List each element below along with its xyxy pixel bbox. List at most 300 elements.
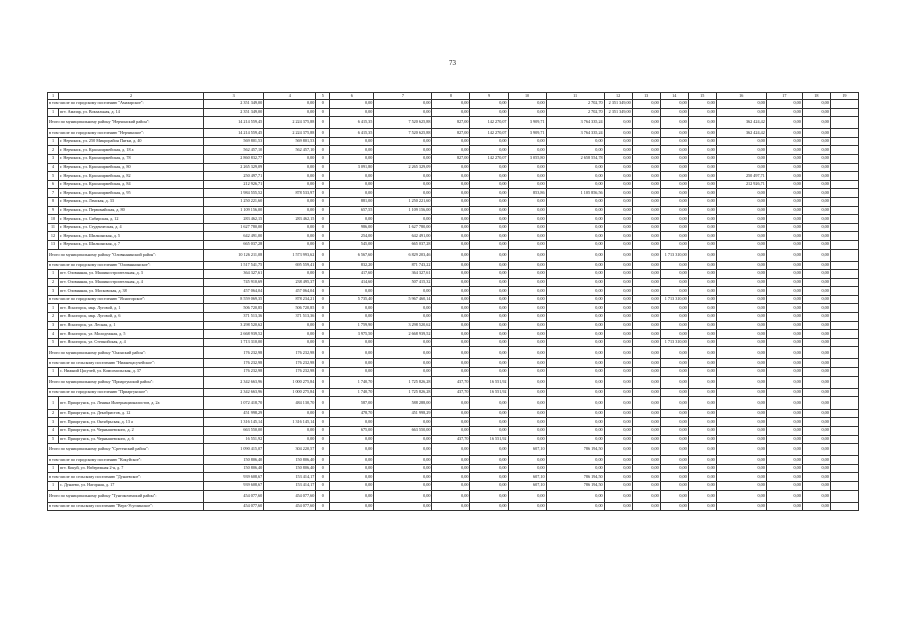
- address-cell: пгт. Оловянная, ул. Машиностроительная, д. 4: [59, 278, 204, 287]
- row-number: 1: [48, 304, 59, 313]
- value-cell: 562 457,10: [264, 146, 316, 155]
- value-cell: 1 759,90: [330, 321, 374, 330]
- value-cell: 607,10: [508, 473, 546, 482]
- value-cell: 0,00: [508, 490, 546, 502]
- value-cell: 0,00: [716, 418, 766, 427]
- value-cell: 0,00: [330, 172, 374, 181]
- value-cell: 0,00: [604, 206, 632, 215]
- value-cell: 0,00: [688, 444, 716, 456]
- value-cell: 0,00: [604, 444, 632, 456]
- value-cell: 0,00: [716, 146, 766, 155]
- value-cell: 0: [316, 481, 330, 490]
- value-cell: 0,00: [802, 376, 830, 388]
- value-cell: 0,00: [508, 338, 546, 347]
- value-cell: 3 298 520,62: [374, 321, 432, 330]
- value-cell: 665 037,28: [374, 240, 432, 249]
- value-cell: [830, 359, 858, 368]
- value-cell: 0,00: [688, 129, 716, 138]
- table-row: [48, 304, 859, 313]
- value-cell: 0,00: [766, 409, 802, 418]
- value-cell: 0,00: [470, 330, 508, 339]
- value-cell: 0,00: [470, 502, 508, 511]
- table-row: [48, 270, 859, 279]
- value-cell: 0,00: [546, 359, 604, 368]
- value-cell: 6 829 203,46: [374, 249, 432, 261]
- value-cell: 0,00: [716, 435, 766, 444]
- value-cell: 0,00: [688, 456, 716, 465]
- row-number: 11: [48, 223, 59, 232]
- value-cell: 0,00: [508, 295, 546, 304]
- value-cell: 0,00: [660, 464, 688, 473]
- value-cell: 0: [316, 376, 330, 388]
- column-number-row: [48, 93, 859, 100]
- value-cell: 0,00: [632, 368, 660, 377]
- value-cell: 0,00: [766, 376, 802, 388]
- value-cell: 0,00: [604, 347, 632, 359]
- value-cell: 238 495,37: [264, 278, 316, 287]
- value-cell: 0,00: [330, 490, 374, 502]
- value-cell: 0,00: [802, 444, 830, 456]
- value-cell: 0,00: [688, 197, 716, 206]
- value-cell: 878 533,97: [264, 189, 316, 198]
- value-cell: 0: [316, 261, 330, 270]
- value-cell: 0,00: [432, 481, 470, 490]
- value-cell: 1 109 156,00: [204, 206, 264, 215]
- value-cell: 0,00: [330, 502, 374, 511]
- value-cell: 437,70: [432, 435, 470, 444]
- value-cell: 0,00: [470, 427, 508, 436]
- value-cell: 0,00: [374, 313, 432, 322]
- value-cell: 0,00: [330, 180, 374, 189]
- value-cell: 0,00: [688, 172, 716, 181]
- value-cell: 0: [316, 108, 330, 117]
- value-cell: 0,00: [632, 490, 660, 502]
- value-cell: 0,00: [766, 388, 802, 397]
- value-cell: [830, 172, 858, 181]
- value-cell: 1 713 310,00: [660, 249, 688, 261]
- value-cell: 0,00: [632, 100, 660, 109]
- address-cell: г. Нерчинск, ул. Красноармейская, д. 78: [59, 154, 204, 163]
- value-cell: 0,00: [508, 502, 546, 511]
- value-cell: 0,00: [432, 321, 470, 330]
- address-cell: с. Нижний Цасучей, ул. Комсомольская, д. 37: [59, 368, 204, 377]
- row-number: 6: [48, 180, 59, 189]
- value-cell: 0,00: [688, 481, 716, 490]
- value-cell: 0,00: [374, 108, 432, 117]
- value-cell: 0,00: [546, 427, 604, 436]
- value-cell: 0,00: [546, 180, 604, 189]
- value-cell: 0,00: [330, 154, 374, 163]
- value-cell: 0,00: [688, 189, 716, 198]
- table-row: [48, 435, 859, 444]
- value-cell: 0,00: [470, 261, 508, 270]
- value-cell: 0,00: [546, 418, 604, 427]
- value-cell: 0: [316, 154, 330, 163]
- value-cell: 0: [316, 117, 330, 129]
- row-number: 5: [48, 338, 59, 347]
- value-cell: 0: [316, 502, 330, 511]
- capital-repair-cost-table: [47, 92, 859, 511]
- column-number-1: 1: [48, 93, 59, 100]
- value-cell: 1 713 310,00: [204, 338, 264, 347]
- row-number: 5: [48, 435, 59, 444]
- value-cell: 0,00: [766, 359, 802, 368]
- subtotal-row: [48, 359, 859, 368]
- value-cell: 0,00: [374, 180, 432, 189]
- value-cell: 0: [316, 223, 330, 232]
- value-cell: [830, 117, 858, 129]
- value-cell: 0,00: [802, 270, 830, 279]
- value-cell: 0,00: [470, 108, 508, 117]
- value-cell: 0,00: [802, 129, 830, 138]
- value-cell: 0,00: [716, 481, 766, 490]
- value-cell: 0,00: [604, 154, 632, 163]
- value-cell: 150 806,40: [264, 456, 316, 465]
- value-cell: 0,00: [604, 456, 632, 465]
- value-cell: 0,00: [660, 206, 688, 215]
- value-cell: 0,00: [432, 137, 470, 146]
- value-cell: 0: [316, 240, 330, 249]
- value-cell: 0,00: [546, 502, 604, 511]
- value-cell: 0,00: [660, 418, 688, 427]
- value-cell: 0,00: [330, 313, 374, 322]
- value-cell: 0,00: [660, 287, 688, 296]
- value-cell: 0,00: [508, 108, 546, 117]
- value-cell: 0,00: [604, 215, 632, 224]
- address-cell: Итого по муниципальному району "Оловяннинский район":: [48, 249, 204, 261]
- value-cell: 0,00: [802, 347, 830, 359]
- value-cell: 0,00: [546, 172, 604, 181]
- value-cell: 0: [316, 163, 330, 172]
- value-cell: 0,00: [766, 304, 802, 313]
- value-cell: 0,00: [688, 347, 716, 359]
- value-cell: 569 801,53: [204, 137, 264, 146]
- value-cell: 0,00: [660, 427, 688, 436]
- address-cell: в том числе по сельскому поселению "Верх-Усуглинское":: [48, 502, 204, 511]
- value-cell: 153 414,17: [264, 473, 316, 482]
- value-cell: 0,00: [508, 368, 546, 377]
- row-number: 1: [48, 481, 59, 490]
- value-cell: 0,00: [632, 189, 660, 198]
- table-row: [48, 397, 859, 410]
- value-cell: 0,00: [374, 481, 432, 490]
- value-cell: 0,00: [374, 172, 432, 181]
- column-number-19: 19: [830, 93, 858, 100]
- row-number: 1: [48, 464, 59, 473]
- value-cell: 939 608,67: [204, 473, 264, 482]
- address-cell: Итого по муниципальному району "Ононский район":: [48, 347, 204, 359]
- value-cell: 0,00: [604, 376, 632, 388]
- column-number-8: 8: [432, 93, 470, 100]
- value-cell: 0,00: [716, 444, 766, 456]
- value-cell: 0,00: [264, 172, 316, 181]
- value-cell: 0,00: [330, 464, 374, 473]
- value-cell: 0,00: [470, 215, 508, 224]
- address-cell: в том числе по сельскому поселению "Дунаевское":: [48, 473, 204, 482]
- value-cell: 853,86: [508, 189, 546, 198]
- value-cell: 0,00: [604, 240, 632, 249]
- row-number: 2: [48, 146, 59, 155]
- value-cell: 0,00: [604, 397, 632, 410]
- value-cell: 0,00: [688, 223, 716, 232]
- value-cell: 0,00: [766, 108, 802, 117]
- value-cell: 0,00: [632, 172, 660, 181]
- value-cell: 0,00: [802, 163, 830, 172]
- value-cell: 0,00: [660, 435, 688, 444]
- value-cell: 0,00: [716, 456, 766, 465]
- value-cell: 0,00: [802, 249, 830, 261]
- value-cell: 827,00: [432, 129, 470, 138]
- value-cell: 0,00: [632, 409, 660, 418]
- value-cell: 0,00: [546, 490, 604, 502]
- value-cell: 0,00: [508, 321, 546, 330]
- value-cell: 0,00: [660, 270, 688, 279]
- value-cell: 0,00: [508, 215, 546, 224]
- value-cell: 0,00: [802, 427, 830, 436]
- value-cell: 0,00: [432, 100, 470, 109]
- value-cell: 0: [316, 418, 330, 427]
- value-cell: 0: [316, 295, 330, 304]
- value-cell: 10 126 211,08: [204, 249, 264, 261]
- value-cell: 1 725 826,28: [374, 388, 432, 397]
- value-cell: 0,00: [604, 249, 632, 261]
- value-cell: 0,00: [374, 100, 432, 109]
- value-cell: 0,00: [330, 215, 374, 224]
- value-cell: 0,00: [688, 435, 716, 444]
- column-number-15: 15: [688, 93, 716, 100]
- column-number-14: 14: [660, 93, 688, 100]
- value-cell: 1 090 415,07: [204, 444, 264, 456]
- row-number: 3: [48, 321, 59, 330]
- value-cell: 0,00: [716, 206, 766, 215]
- value-cell: 0,00: [632, 397, 660, 410]
- value-cell: 0,00: [330, 108, 374, 117]
- value-cell: 0,00: [802, 287, 830, 296]
- value-cell: 0,00: [802, 278, 830, 287]
- value-cell: 0,00: [632, 359, 660, 368]
- value-cell: 0,00: [374, 464, 432, 473]
- address-cell: в том числе по городскому поселению "Амазарское":: [48, 100, 204, 109]
- value-cell: 0,00: [802, 261, 830, 270]
- value-cell: 507 415,32: [374, 278, 432, 287]
- row-number: 2: [48, 278, 59, 287]
- row-number: 1: [48, 108, 59, 117]
- table-row: [48, 368, 859, 377]
- value-cell: 0,00: [546, 409, 604, 418]
- row-number: 4: [48, 163, 59, 172]
- value-cell: 0,00: [716, 223, 766, 232]
- value-cell: 786 194,50: [546, 473, 604, 482]
- value-cell: 0,00: [716, 321, 766, 330]
- value-cell: 0,00: [470, 223, 508, 232]
- value-cell: 0,00: [508, 163, 546, 172]
- value-cell: 0,00: [604, 270, 632, 279]
- value-cell: 0,00: [432, 313, 470, 322]
- value-cell: 0,00: [432, 490, 470, 502]
- value-cell: 0,00: [604, 427, 632, 436]
- value-cell: 2 702,70: [546, 100, 604, 109]
- value-cell: 0,00: [716, 137, 766, 146]
- value-cell: 832,20: [330, 261, 374, 270]
- value-cell: 0,00: [470, 313, 508, 322]
- value-cell: 0,00: [546, 388, 604, 397]
- value-cell: 0,00: [660, 321, 688, 330]
- value-cell: 0,00: [374, 154, 432, 163]
- value-cell: 2 224 375,88: [264, 129, 316, 138]
- value-cell: 0,00: [432, 206, 470, 215]
- value-cell: 0,00: [470, 321, 508, 330]
- value-cell: 364 327,61: [374, 270, 432, 279]
- value-cell: 362 424,42: [716, 129, 766, 138]
- value-cell: 2 860 832,77: [204, 154, 264, 163]
- value-cell: 176 232,98: [204, 359, 264, 368]
- value-cell: 176 232,98: [204, 347, 264, 359]
- value-cell: 451 998,29: [374, 409, 432, 418]
- value-cell: 0,00: [632, 376, 660, 388]
- value-cell: 0,00: [470, 240, 508, 249]
- value-cell: 0,00: [432, 502, 470, 511]
- value-cell: 0,00: [470, 180, 508, 189]
- table-body: [48, 100, 859, 511]
- column-number-17: 17: [766, 93, 802, 100]
- value-cell: 0,00: [632, 330, 660, 339]
- value-cell: 0,00: [470, 197, 508, 206]
- value-cell: 0: [316, 388, 330, 397]
- column-number-12: 12: [604, 93, 632, 100]
- value-cell: 0,00: [470, 146, 508, 155]
- value-cell: 0,00: [632, 456, 660, 465]
- value-cell: [830, 347, 858, 359]
- value-cell: 0,00: [604, 137, 632, 146]
- value-cell: 0,00: [802, 368, 830, 377]
- value-cell: 0,00: [330, 359, 374, 368]
- value-cell: 0: [316, 456, 330, 465]
- value-cell: 0: [316, 435, 330, 444]
- value-cell: 2 351 349,00: [204, 108, 264, 117]
- value-cell: 0,00: [688, 137, 716, 146]
- value-cell: 0,00: [546, 368, 604, 377]
- value-cell: 3 055,80: [508, 154, 546, 163]
- table-row: [48, 464, 859, 473]
- value-cell: 0,00: [632, 287, 660, 296]
- value-cell: 0,00: [546, 313, 604, 322]
- value-cell: 1 250 221,60: [374, 197, 432, 206]
- value-cell: 0,00: [432, 456, 470, 465]
- subtotal-row: [48, 261, 859, 270]
- table-row: [48, 409, 859, 418]
- value-cell: 0,00: [546, 397, 604, 410]
- address-cell: пгт. Оловянная, ул. Московская, д. 38: [59, 287, 204, 296]
- value-cell: 0: [316, 206, 330, 215]
- value-cell: 0,00: [374, 189, 432, 198]
- value-cell: 0,00: [470, 100, 508, 109]
- value-cell: 0,00: [632, 232, 660, 241]
- value-cell: 506 720,85: [204, 304, 264, 313]
- value-cell: 0,00: [470, 189, 508, 198]
- value-cell: 0,00: [632, 473, 660, 482]
- value-cell: 0,00: [604, 490, 632, 502]
- value-cell: 0: [316, 397, 330, 410]
- value-cell: 0,00: [632, 321, 660, 330]
- value-cell: 0,00: [716, 368, 766, 377]
- table-row: [48, 206, 859, 215]
- value-cell: 0,00: [688, 108, 716, 117]
- row-number: 7: [48, 189, 59, 198]
- value-cell: 0,00: [374, 456, 432, 465]
- value-cell: 0,00: [508, 100, 546, 109]
- address-cell: в том числе по городскому поселению "Приаргунское":: [48, 388, 204, 397]
- value-cell: 0,00: [766, 347, 802, 359]
- value-cell: [830, 163, 858, 172]
- value-cell: 0,00: [508, 223, 546, 232]
- value-cell: 0: [316, 100, 330, 109]
- value-cell: 0,00: [604, 129, 632, 138]
- value-cell: 0,00: [508, 456, 546, 465]
- value-cell: 0,00: [632, 270, 660, 279]
- value-cell: 0,00: [508, 313, 546, 322]
- value-cell: 2 351 349,00: [604, 100, 632, 109]
- column-number-11: 11: [546, 93, 604, 100]
- value-cell: 0,00: [546, 146, 604, 155]
- value-cell: 0,00: [660, 376, 688, 388]
- value-cell: 0,00: [716, 287, 766, 296]
- value-cell: 663 550,00: [204, 427, 264, 436]
- value-cell: 0,00: [766, 295, 802, 304]
- value-cell: 1 725 826,28: [374, 376, 432, 388]
- value-cell: 0,00: [716, 278, 766, 287]
- value-cell: 0,00: [264, 321, 316, 330]
- value-cell: 0,00: [432, 278, 470, 287]
- value-cell: 0,00: [660, 409, 688, 418]
- value-cell: 0: [316, 215, 330, 224]
- value-cell: 0,00: [432, 347, 470, 359]
- value-cell: 0: [316, 444, 330, 456]
- value-cell: 0,00: [374, 338, 432, 347]
- value-cell: 250 497,71: [204, 172, 264, 181]
- value-cell: 0,00: [632, 261, 660, 270]
- value-cell: 0,00: [688, 330, 716, 339]
- value-cell: [830, 240, 858, 249]
- value-cell: 0,00: [546, 197, 604, 206]
- table-row: [48, 163, 859, 172]
- value-cell: 0: [316, 129, 330, 138]
- value-cell: 1 984 555,52: [204, 189, 264, 198]
- value-cell: 0: [316, 347, 330, 359]
- value-cell: [830, 338, 858, 347]
- table-row: [48, 223, 859, 232]
- value-cell: 0,00: [374, 490, 432, 502]
- value-cell: 0,00: [432, 287, 470, 296]
- value-cell: 0: [316, 278, 330, 287]
- value-cell: 881,00: [330, 197, 374, 206]
- value-cell: [830, 481, 858, 490]
- table-row: [48, 189, 859, 198]
- value-cell: 0,00: [374, 444, 432, 456]
- value-cell: 1 740,70: [330, 388, 374, 397]
- value-cell: 0,00: [632, 481, 660, 490]
- address-cell: с. Дунаево, ул. Нагорная, д. 17: [59, 481, 204, 490]
- total-row: [48, 490, 859, 502]
- value-cell: 0,00: [802, 189, 830, 198]
- value-cell: 0,00: [688, 313, 716, 322]
- column-number-3: 3: [204, 93, 264, 100]
- value-cell: 0,00: [330, 338, 374, 347]
- value-cell: 2 351 349,00: [204, 100, 264, 109]
- value-cell: 0,00: [546, 347, 604, 359]
- value-cell: 0: [316, 490, 330, 502]
- value-cell: 0,00: [604, 473, 632, 482]
- value-cell: 0,00: [688, 206, 716, 215]
